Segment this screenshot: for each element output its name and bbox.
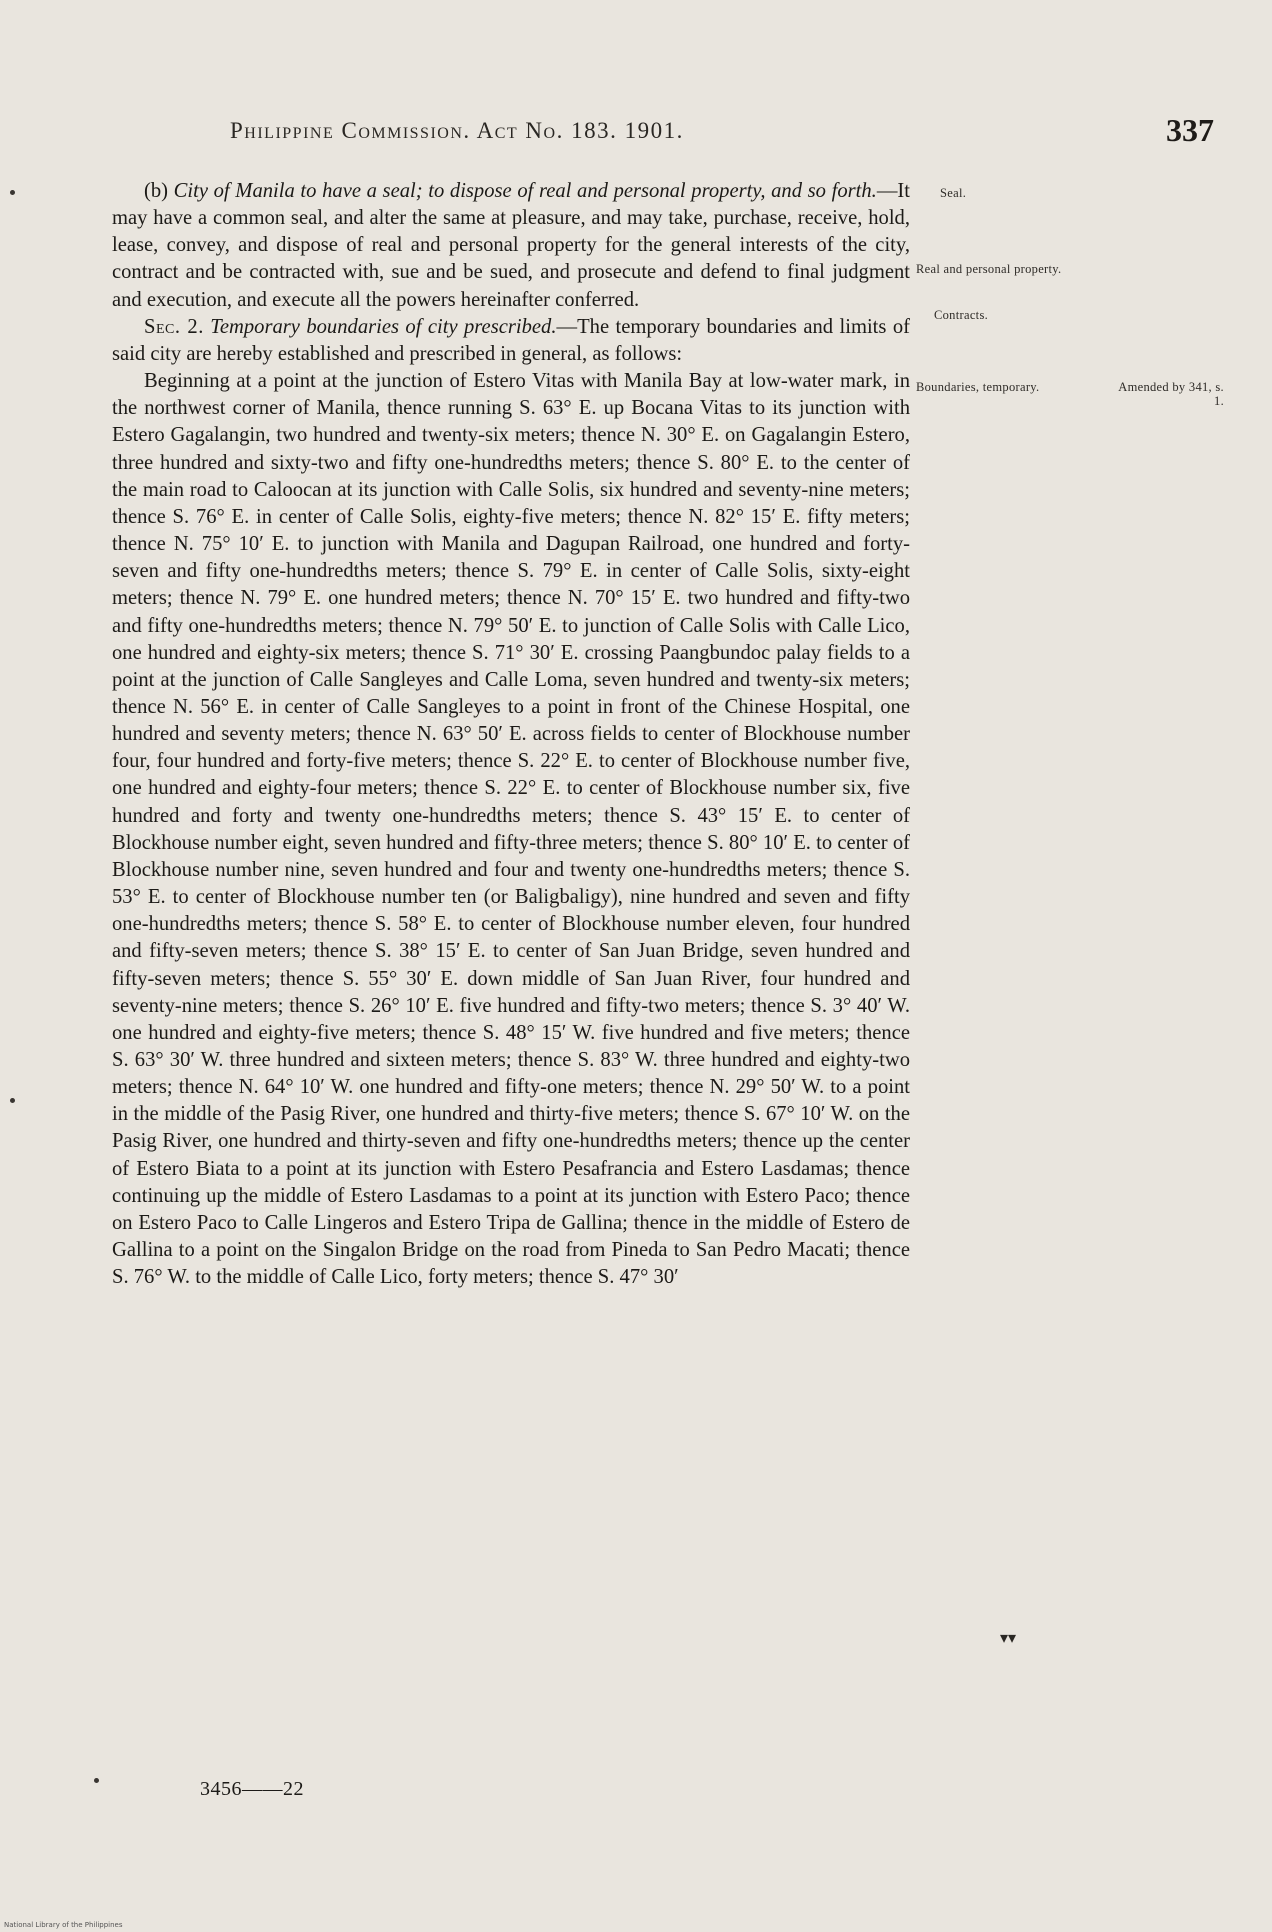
paragraph-b-text: —It may have a common seal, and alter the same at pleasure, and may take, purchase, receive, hold, lease, convey, and dispose of real and personal property for the general interests of the city, contract and be contracted with, sue and be sued, and prosecute and defend to final judgment and execution, and execute all the powers hereinafter conferred. <box>112 180 910 311</box>
paragraph-b-label: (b) <box>144 180 169 202</box>
paragraph-b <box>112 178 910 314</box>
boundaries-description: Beginning at a point at the junction of Estero Vitas with Manila Bay at low-water mark, in the northwest corner of Manila, thence running S. 63° E. up Bocana Vitas to its junction with Estero Gagalangin, two hundred and twenty-six meters; thence N. 30° E. on Gagalangin Estero, three hundred and sixty-two and fifty one-hundredths meters; thence S. 80° E. to the center of the main road to Caloocan at its junction with Calle Solis, six hundred and seventy-nine meters; thence S. 76° E. in center of Calle Solis, eighty-five meters; thence N. 82° 15′ E. fifty meters; thence N. 75° 10′ E. to junction with Manila and Dagupan Railroad, one hundred and forty-seven and fifty one-hundredths meters; thence S. 79° E. in center of Calle Solis, sixty-eight meters; thence N. 79° E. one hundred meters; thence N. 70° 15′ E. two hundred and fifty-two and fifty one-hundredths meters; thence N. 79° 50′ E. to junction of Calle Solis with Calle Lico, one hundred and eighty-six meters; thence S. 71° 30′ E. crossing Paangbundoc palay fields to a point at the junction of Calle Sangleyes and Calle Loma, seven hundred and twenty-six meters; thence N. 56° E. in center of Calle Sangleyes to a point in front of the Chinese Hospital, one hundred and seventy meters; thence N. 63° 50′ E. across fields to center of Blockhouse number four, four hundred and forty-five meters; thence S. 22° E. to center of Blockhouse number five, one hundred and eighty-four meters; thence S. 22° E. to center of Blockhouse number six, five hundred and forty and twenty one-hundredths meters; thence S. 43° 15′ E. to center of Blockhouse number eight, seven hundred and fifty-three meters; thence S. 80° 10′ E. to center of Blockhouse number nine, seven hundred and four and twenty one-hundredths meters; thence S. 53° E. to center of Blockhouse number ten (or Baligbaligy), nine hundred and seven and fifty one-hundredths meters; thence S. 58° E. to center of Blockhouse number eleven, four hundred and fifty-seven meters; thence S. 38° 15′ E. to center of San Juan Bridge, seven hundred and fifty-seven meters; thence S. 55° 30′ E. down middle of San Juan River, four hundred and seventy-nine meters; thence S. 26° 10′ E. five hundred and fifty-two meters; thence S. 3° 40′ W. one hundred and eighty-five meters; thence S. 48° 15′ W. five hundred and five meters; thence S. 63° 30′ W. three hundred and sixteen meters; thence S. 83° W. three hundred and eighty-two meters; thence N. 64° 10′ W. one hundred and fifty-one meters; thence N. 29° 50′ W. to a point in the middle of the Pasig River, one hundred and thirty-five meters; thence S. 67° 10′ W. on the Pasig River, one hundred and thirty-seven and fifty one-hundredths meters; thence up the center of Estero Biata to a point at its junction with Estero Pesafrancia and Estero Lasdamas; thence continuing up the middle of Estero Lasdamas to a point at its junction with Estero Paco; thence on Estero Paco to Calle Lingeros and Estero Tripa de Gallina; thence in the middle of Estero de Gallina to a point on the Singalon Bridge on the road from Pineda to San Pedro Macati; thence S. 76° W. to the middle of Calle Lico, forty meters; thence S. 47° 30′ <box>112 370 910 1289</box>
paragraph-b-heading: City of Manila to have a seal; to dispose of real and personal property, and so forth. <box>173 180 877 202</box>
margin-note-seal: Seal. <box>940 186 967 200</box>
section-2-label: Sec. 2. <box>144 315 204 338</box>
page-number: 337 <box>1166 112 1214 148</box>
section-2 <box>112 314 910 368</box>
scan-credit: National Library of the Philippines <box>4 1921 123 1929</box>
section-2-heading: Temporary boundaries of city prescribed. <box>210 315 557 338</box>
signature-mark: 3456——22 <box>200 1778 304 1800</box>
margin-note-real-personal: Real and personal property. <box>916 262 1062 276</box>
section-2-text: —The temporary boundaries and limits of said city are hereby established and prescribed in general, as follows: <box>112 315 910 365</box>
margin-note-boundaries: Boundaries, temporary. <box>916 380 1040 394</box>
margin-note-contracts: Contracts. <box>934 308 989 322</box>
running-head: Philippine Commission. Act No. 183. 1901. <box>230 118 684 143</box>
scan-speck <box>94 1778 99 1783</box>
body-text <box>112 178 910 1291</box>
margin-note-amended: Amended by 341, s. 1. <box>1118 380 1224 408</box>
scan-speck <box>10 190 15 195</box>
scan-mark: ▾▾ <box>1000 1630 1017 1647</box>
scan-speck <box>10 1098 15 1103</box>
